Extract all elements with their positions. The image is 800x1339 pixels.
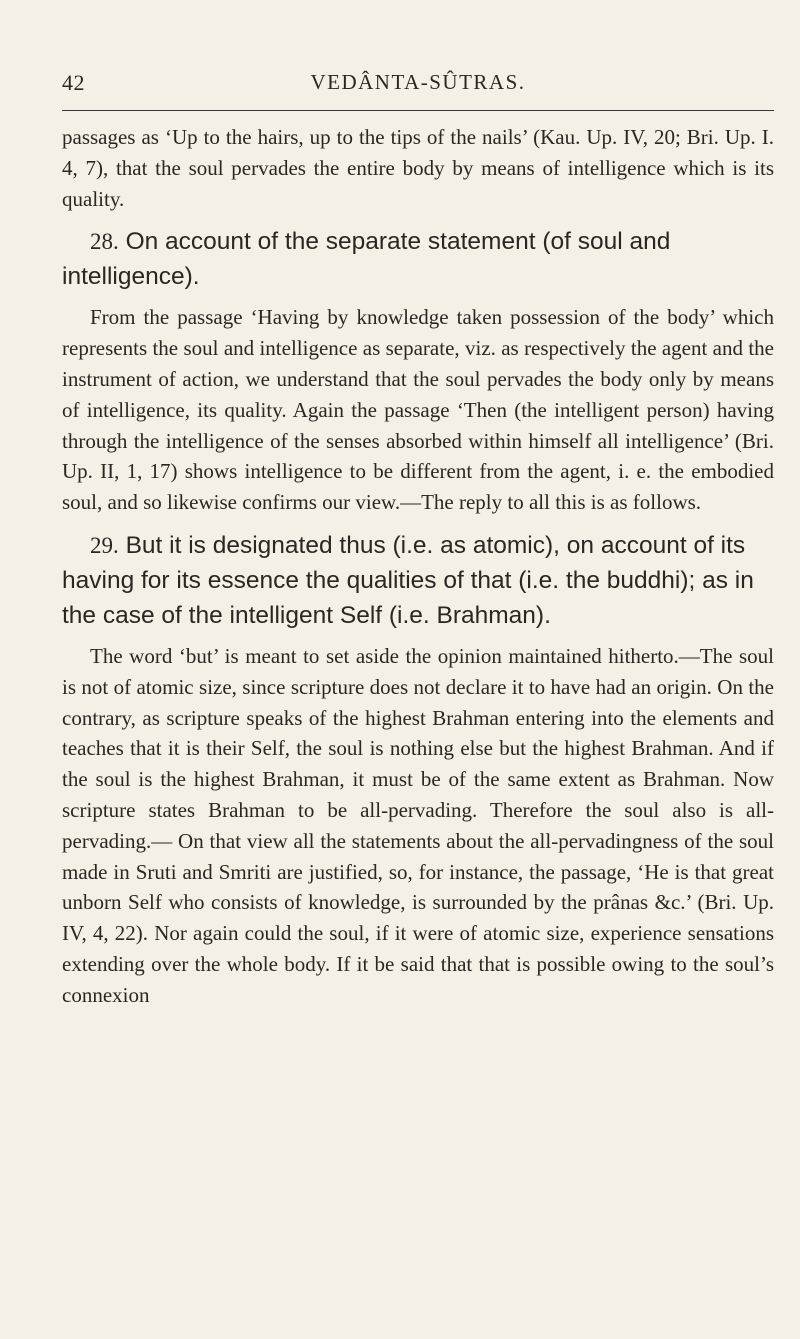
body-text (62, 122, 774, 1011)
sutra-28-heading (62, 224, 774, 294)
page-header (62, 70, 774, 100)
paragraph-commentary-29: The word ‘but’ is meant to set aside the opinion maintained hitherto.—The soul is not of atomic size, since scripture does not declare it to have had an origin. On the contrary, as scripture speaks of the highest Brahman entering into the elements and teaches that it is their Self, the soul is nothing else but the highest Brahman. And if the soul is the highest Brahman, it must be of the same extent as Brahman. Now scripture states Brahman to be all-pervading. Therefore the soul also is all-pervading.— On that view all the statements about the all-pervadingness of the soul made in Sruti and Smriti are justified, so, for instance, the passage, ‘He is that great unborn Self who consists of knowledge, is surrounded by the prânas &c.’ (Bri. Up. IV, 4, 22). Nor again could the soul, if it were of atomic size, experience sensations extending over the whole body. If it be said that that is possible owing to the soul’s connexion (62, 643, 774, 1007)
sutra-29-text: But it is designated thus (i.e. as atomic), on account of its having for its essence the qualities of that (i.e. the buddhi); as in the case of the intelligent Self (i.e. Brahman). (62, 531, 754, 629)
paragraph-commentary-28: From the passage ‘Having by knowledge taken possession of the body’ which represents the soul and intelligence as separate, viz. as respectively the agent and the instrument of action, we understand that the soul pervades the body only by means of intelligence, its quality. Again the passage ‘Then (the intelligent person) having through the intelligence of the senses absorbed within himself all intelligence’ (Bri. Up. II, 1, 17) shows intelligence to be different from the agent, i. e. the embodied soul, and so likewise confirms our view.—The reply to all this is as follows. (62, 305, 774, 515)
running-title: VEDÂNTA-SÛTRAS. (310, 70, 526, 94)
sutra-28-text: On account of the separate statement (of soul and intelligence). (62, 228, 671, 291)
header-rule (62, 110, 774, 111)
sutra-29-number: 29. (90, 532, 119, 558)
sutra-29-heading (62, 528, 774, 633)
page-number: 42 (62, 70, 85, 95)
page-content (62, 0, 774, 1339)
paragraph-continuation: passages as ‘Up to the hairs, up to the tips of the nails’ (Kau. Up. IV, 20; Bri. Up. I. 4, 7), that the soul pervades the entire body by means of intelligence which is its quality. (62, 125, 774, 211)
sutra-28-number: 28. (90, 229, 119, 255)
